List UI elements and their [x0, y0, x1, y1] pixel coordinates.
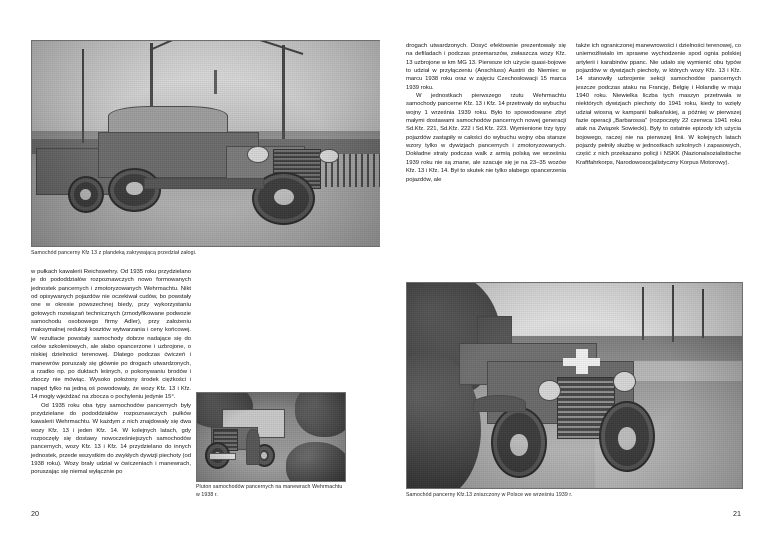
right-page — [380, 0, 760, 540]
figure-platoon-1938 — [196, 392, 346, 482]
folio-left: 20 — [31, 509, 39, 518]
photo-vignette — [197, 393, 345, 481]
right-page-column-2 — [576, 42, 741, 167]
figure-kfz13-tarpaulin — [31, 40, 390, 247]
paragraph: także ich ograniczonej manewrowości i dzielności terenowej, co uniemożliwiało im sprawne wychodzenie spod ognia polskiej artylerii i karabinów ppanc. Nie udało się wymienić obu typów pojazdów w dywizjach piechoty, w których wozy Kfz. 13 i Kfz. 14 stanowiły uzbrojenie sekcji samochodów pancernych jeszcze podczas ataku na Francję, Belgię i Holandię w maju 1940 roku. Niewielka liczba tych maszyn przetrwała w niektórych dywizjach piechoty do 1941 roku, kiedy to wzięły udział wiosną w kampanii bałkańskiej, a później w pierwszej fazie operacji „Barbarossa" (rozpoczęty 22 czerwca 1941 roku atak na Związek Sowiecki). Były to ostatnie epizody ich użycia bojowego, raczej nie na pierwszej linii. W kolejnych latach pojazdy pełniły służbę w jednostkach szkolnych i zapasowych, część z nich przekazano policji i NSKK (Nazionalsozialistische Kraftfahrkorps, Narodowosocjalistyczny Korpus Motorowy). — [576, 43, 741, 166]
caption-figure-top: Samochód pancerny Kfz 13 z plandeką zakrywającą przedział załogi. — [31, 250, 197, 256]
photo-vignette — [32, 41, 389, 246]
folio-right: 21 — [733, 509, 741, 518]
paragraph: w pułkach kawalerii Reichswehry. Od 1935 roku przydzielano je do pododdziałów rozpoznawczych nowo formowanych jednostek pancernych i zmotoryzowanych Wehrmachtu. Nikt od opisywanych pojazdów nie oczekiwał cudów, bo powstały one w okresie powszechnej biedy, przy wykorzystaniu gotowych rozwiązań technicznych (zmodyfikowane podwozie samochodu osobowego firmy Adler), przy założeniu maksymalnej redukcji kosztów wytwarzania i ceny końcowej. W rezultacie powstały samochody dobrze nadające się do celów szkoleniowych, ale słabo opancerzone i uzbrojone, o niskiej dzielności terenowej. Dlatego podczas ćwiczeń i manewrów poruszały się głównie po drogach utwardzonych, a rzadko np. po duktach leśnych, o pokonywaniu brodów i zboczy nie mówiąc. Wysoko położony środek ciężkości i napęd tylko na jedną oś powodowały, że wozy Kfz. 13 i Kfz. 14 mogły wjeżdżać na zbocza o pochyleniu jedynie 15°. — [31, 269, 191, 401]
photo-vignette — [407, 283, 742, 488]
paragraph: Od 1935 roku oba typy samochodów pancernych były przydzielane do pododdziałów rozpoznawczych pułków kawalerii Wehrmachtu. W każdym z nich znajdowały się dwa wozy Kfz. 13 i jeden Kfz. 14. W kolejnych latach, gdy rozpoczęły się dostawy nowocześniejszych samochodów pancernych, wozy Kfz. 13 i Kfz. 14 przydzielano do innych jednostek, przede wszystkim do zwykłych dywizji piechoty (od 1938 roku). Wozy brały udział w ćwiczeniach i manewrach, poruszając się niemal wyłącznie po — [31, 402, 191, 476]
paragraph: drogach utwardzonych. Dosyć efektownie prezentowały się na defiladach i podczas przemarszów, zwłaszcza wozy Kfz. 13 uzbrojone w km MG 13. Pierwsze ich użycie quasi-bojowe to udział w przyłączeniu (Anschluss) Austrii do Niemiec w marcu 1938 roku oraz w zajęciu Czechosłowacji 15 marca 1939 roku. — [406, 43, 566, 91]
paragraph: W jednostkach pierwszego rzutu Wehrmachtu samochody pancerne Kfz. 13 i Kfz. 14 przetrwały do wybuchu wojny 1 września 1939 roku. Było to spowodowane zbyt małymi dostawami samochodów pancernych nowej generacji Sd.Kfz. 221, Sd.Kfz. 222 i Sd.Kfz. 223. Wymienione trzy typy pojazdów zastąpiły w całości do wybuchu wojny oba starsze wzory tylko w dywizjach pancernych i zmotoryzowanych. Dokładne straty podczas walk z armią polską we wrześniu 1939 roku nie są znane, ale szacuje się je na 23–35 wozów Kfz. 13 i Kfz. 14. Był to skutek nie tylko słabego opancerzenia pojazdów, ale — [406, 93, 566, 183]
caption-figure-bottom: Pluton samochodów pancernych na manewrach Wehrmachtu w 1938 r. — [196, 484, 343, 498]
figure-kfz13-destroyed — [406, 282, 743, 489]
left-page-column-1 — [31, 268, 191, 477]
caption-figure-right: Samochód pancerny Kfz.13 zniszczony w Polsce we wrześniu 1939 r. — [406, 492, 573, 498]
right-page-column-1 — [406, 42, 566, 184]
